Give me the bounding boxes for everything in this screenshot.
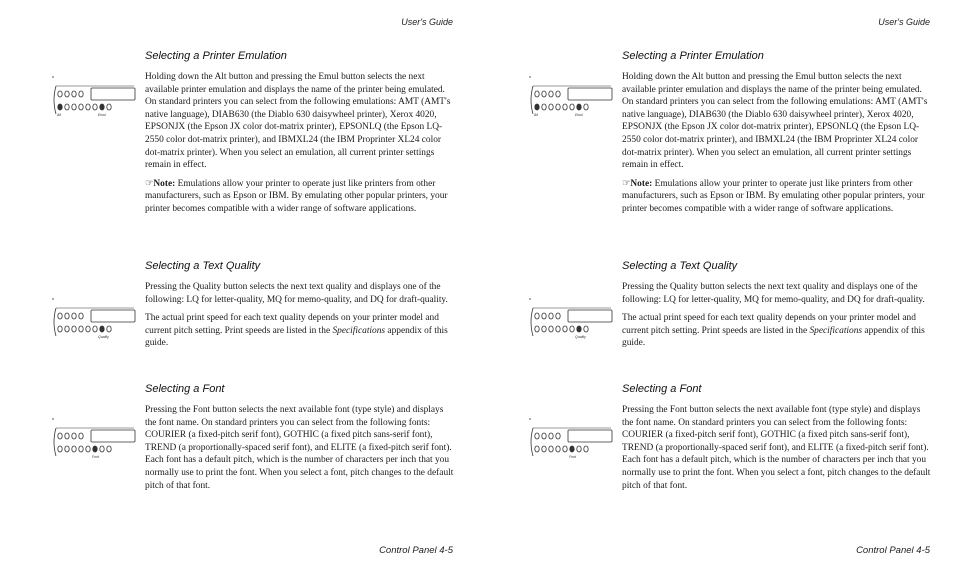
body-paragraph [622, 312, 932, 350]
right-page [477, 0, 954, 580]
section-title: Selecting a Font [145, 383, 225, 395]
control-panel-illustration [529, 418, 613, 466]
body-paragraph: Pressing the Quality button selects the next text quality and displays one of the following: LQ for letter-quality, MQ for memo-quality, and DQ for draft-quality. [145, 282, 448, 305]
panel-label: Quality [98, 335, 109, 339]
panel-label-alt: Alt [57, 113, 62, 117]
body-paragraph: Pressing the Quality button selects the next text quality and displays one of the following: LQ for letter-quality, MQ for memo-quality, and DQ for draft-quality. [622, 282, 925, 305]
control-panel-drawing [529, 418, 613, 466]
panel-label: Quality [575, 335, 586, 339]
panel-label-alt: Alt [534, 113, 539, 117]
control-panel-drawing [52, 76, 136, 124]
control-panel-drawing [529, 298, 613, 346]
pointing-hand-icon: ☞ [145, 178, 154, 189]
emphasis-text: Specifications [332, 325, 386, 336]
note-label: Note: [630, 178, 653, 189]
control-panel-illustration [52, 76, 136, 124]
body-paragraph [145, 312, 455, 350]
running-header: User's Guide [401, 17, 453, 27]
panel-label: Emul [98, 113, 106, 117]
body-paragraph: Pressing the Font button selects the next available font (type style) and displays the font name. On standard printers you can select from the following fonts: COURIER (a fixed-pitch serif font), GOTHIC (a fixed pitch sans-serif font), TREND (a proportionally-spaced serif font), and ELITE (a fixed-pitch serif font). Each font has a default pitch, which is the number of characters per inch that you normally use to print the font. When you select a font, pitch changes to the default pitch of that font. [145, 405, 454, 491]
section-printer-emulation [145, 50, 455, 216]
section-text-quality [145, 260, 455, 350]
note-label: Note: [153, 178, 176, 189]
note-text: Emulations allow your printer to operate just like printers from other manufacturers, such as Epson or IBM. By emulating other popular printers, your printer becomes compatible with a wider range of software applications. [145, 178, 448, 214]
panel-label: Emul [575, 113, 583, 117]
running-footer: Control Panel 4-5 [379, 545, 453, 556]
control-panel-drawing [52, 418, 136, 466]
note-paragraph [622, 178, 932, 216]
control-panel-illustration [52, 298, 136, 346]
section-printer-emulation [622, 50, 932, 216]
note-text: Emulations allow your printer to operate just like printers from other manufacturers, such as Epson or IBM. By emulating other popular printers, your printer becomes compatible with a wider range of software applications. [622, 178, 925, 214]
section-title: Selecting a Font [622, 383, 702, 395]
pointing-hand-icon: ☞ [622, 178, 631, 189]
text-run: appendix of this guide. [622, 325, 925, 349]
control-panel-illustration [52, 418, 136, 466]
section-font [622, 383, 932, 492]
text-run: The actual print speed for each text quality depends on your printer model and current pitch setting. Print speeds are listed in the [145, 313, 439, 336]
section-title: Selecting a Text Quality [622, 260, 738, 272]
control-panel-illustration [529, 298, 613, 346]
body-paragraph: Holding down the Alt button and pressing the Emul button selects the next available printer emulation and displays the name of the printer being emulated. On standard printers you can select from the following emulations: AMT (AMT's native language), DIAB630 (the Diablo 630 daisywheel printer), Xerox 4020, EPSONJX (the Epson JX color dot-matrix printer), EPSONLQ (the Epson LQ-2550 color dot-matrix printer), and IBMXL24 (the IBM Proprinter XL24 color dot-matrix printer). When you select an emulation, all current printer settings remain in effect. [145, 72, 451, 171]
section-font [145, 383, 455, 492]
section-title: Selecting a Printer Emulation [145, 50, 287, 62]
control-panel-drawing [52, 298, 136, 346]
section-title: Selecting a Text Quality [145, 260, 261, 272]
text-run: appendix of this guide. [145, 325, 448, 349]
running-footer: Control Panel 4-5 [856, 545, 930, 556]
panel-label: Font [92, 455, 100, 459]
body-paragraph: Pressing the Font button selects the next available font (type style) and displays the font name. On standard printers you can select from the following fonts: COURIER (a fixed-pitch serif font), GOTHIC (a fixed pitch sans-serif font), TREND (a proportionally-spaced serif font), and ELITE (a fixed-pitch serif font). Each font has a default pitch, which is the number of characters per inch that you normally use to print the font. When you select a font, pitch changes to the default pitch of that font. [622, 405, 931, 491]
panel-label: Font [569, 455, 577, 459]
control-panel-drawing [529, 76, 613, 124]
section-title: Selecting a Printer Emulation [622, 50, 764, 62]
text-run: The actual print speed for each text quality depends on your printer model and current pitch setting. Print speeds are listed in the [622, 313, 916, 336]
emphasis-text: Specifications [809, 325, 863, 336]
running-header: User's Guide [878, 17, 930, 27]
control-panel-illustration [529, 76, 613, 124]
body-paragraph: Holding down the Alt button and pressing the Emul button selects the next available printer emulation and displays the name of the printer being emulated. On standard printers you can select from the following emulations: AMT (AMT's native language), DIAB630 (the Diablo 630 daisywheel printer), Xerox 4020, EPSONJX (the Epson JX color dot-matrix printer), EPSONLQ (the Epson LQ-2550 color dot-matrix printer), and IBMXL24 (the IBM Proprinter XL24 color dot-matrix printer). When you select an emulation, all current printer settings remain in effect. [622, 72, 928, 171]
section-text-quality [622, 260, 932, 350]
note-paragraph [145, 178, 455, 216]
